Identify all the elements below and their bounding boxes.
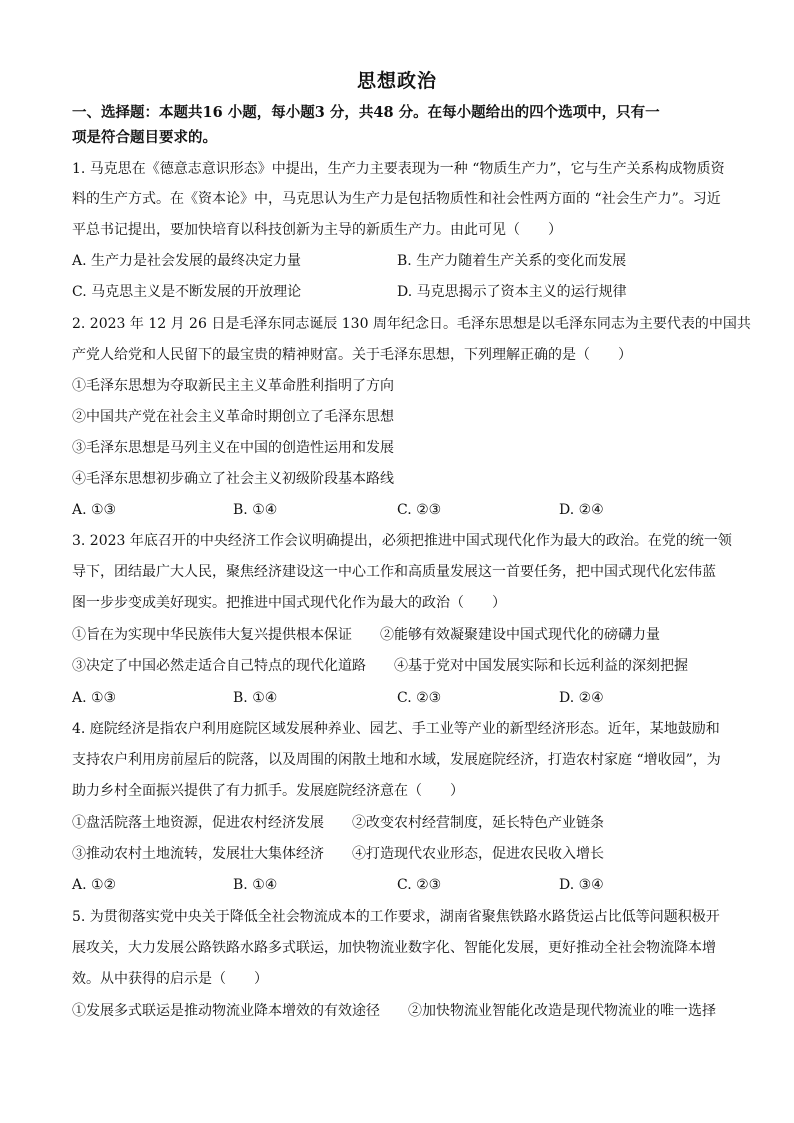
q3-stem-line-3: 图一步步变成美好现实。把推进中国式现代化作为最大的政治（ ） — [72, 595, 506, 611]
q4-stem-line-2: 支持农户利用房前屋后的院落，以及周围的闲散土地和水域，发展庭院经济，打造农村家庭 “增收园”，为 — [72, 752, 721, 768]
q2-option-a[interactable]: A. ①③ — [72, 502, 117, 518]
q5-stem-line-3: 效。从中获得的启示是（ ） — [72, 971, 268, 987]
q2-item-1: ①毛泽东思想为夺取新民主主义革命胜利指明了方向 — [72, 378, 394, 394]
q4-items-line-1: ①盘活院落土地资源，促进农村经济发展 ②改变农村经营制度，延长特色产业链条 — [72, 815, 604, 831]
q3-items-line-1: ①旨在为实现中华民族伟大复兴提供根本保证 ②能够有效凝聚建设中国式现代化的磅礴力量 — [72, 627, 660, 643]
q4-option-d[interactable]: D. ③④ — [559, 877, 604, 893]
q4-stem-line-3: 助力乡村全面振兴提供了有力抓手。发展庭院经济意在（ ） — [72, 783, 464, 799]
q2-item-2: ②中国共产党在社会主义革命时期创立了毛泽东思想 — [72, 409, 394, 425]
q2-item-3: ③毛泽东思想是马列主义在中国的创造性运用和发展 — [72, 440, 394, 456]
q4-option-b[interactable]: B. ①④ — [233, 877, 278, 893]
q2-option-c[interactable]: C. ②③ — [397, 502, 442, 518]
q1-stem-line-3: 平总书记提出，要加快培育以科技创新为主导的新质生产力。由此可见（ ） — [72, 222, 562, 238]
q1-option-b[interactable]: B. 生产力随着生产关系的变化而发展 — [397, 253, 627, 269]
q4-option-c[interactable]: C. ②③ — [397, 877, 442, 893]
q2-option-b[interactable]: B. ①④ — [233, 502, 278, 518]
q1-option-d[interactable]: D. 马克思揭示了资本主义的运行规律 — [397, 284, 627, 300]
q1-stem-line-2: 料的生产方式。在《资本论》中，马克思认为生产力是包括物质性和社会性两方面的 “社会生产力”。习近 — [72, 191, 721, 207]
q2-option-d[interactable]: D. ②④ — [559, 502, 604, 518]
q5-stem-line-1: 5. 为贯彻落实党中央关于降低全社会物流成本的工作要求，湖南省聚焦铁路水路货运占比低等问题积极开 — [72, 909, 720, 925]
page-title: 思想政治 — [356, 70, 437, 92]
q5-items-line-1: ①发展多式联运是推动物流业降本增效的有效途径 ②加快物流业智能化改造是现代物流业的唯一选择 — [72, 1003, 716, 1019]
q1-option-a[interactable]: A. 生产力是社会发展的最终决定力量 — [72, 253, 302, 269]
q2-item-4: ④毛泽东思想初步确立了社会主义初级阶段基本路线 — [72, 471, 394, 487]
q3-stem-line-1: 3. 2023 年底召开的中央经济工作会议明确提出，必须把推进中国式现代化作为最大的政治。在党的统一领 — [72, 533, 732, 549]
q3-option-b[interactable]: B. ①④ — [233, 690, 278, 706]
q2-stem-line-1: 2. 2023 年 12 月 26 日是毛泽东同志诞辰 130 周年纪念日。毛泽东思想是以毛泽东同志为主要代表的中国共 — [72, 316, 751, 332]
section-heading-line-1: 一、选择题：本题共16 小题，每小题3 分，共48 分。在每小题给出的四个选项中，只有一 — [72, 104, 660, 121]
q4-stem-line-1: 4. 庭院经济是指农户利用庭院区域发展种养业、园艺、手工业等产业的新型经济形态。近年，某地鼓励和 — [72, 721, 720, 737]
q1-stem-line-1: 1. 马克思在《德意志意识形态》中提出，生产力主要表现为一种 “物质生产力”，它与生产关系构成物质资 — [72, 161, 725, 177]
q3-option-a[interactable]: A. ①③ — [72, 690, 117, 706]
q3-option-c[interactable]: C. ②③ — [397, 690, 442, 706]
q2-stem-line-2: 产党人给党和人民留下的最宝贵的精神财富。关于毛泽东思想，下列理解正确的是（ ） — [72, 347, 632, 363]
q3-items-line-2: ③决定了中国必然走适合自己特点的现代化道路 ④基于党对中国发展实际和长远利益的深刻把握 — [72, 658, 688, 674]
section-heading-line-2: 项是符合题目要求的。 — [72, 129, 217, 146]
q4-items-line-2: ③推动农村土地流转，发展壮大集体经济 ④打造现代农业形态，促进农民收入增长 — [72, 846, 604, 862]
q4-option-a[interactable]: A. ①② — [72, 877, 117, 893]
q5-stem-line-2: 展攻关，大力发展公路铁路水路多式联运，加快物流业数字化、智能化发展，更好推动全社会物流降本增 — [72, 940, 716, 956]
q1-option-c[interactable]: C. 马克思主义是不断发展的开放理论 — [72, 284, 302, 300]
q3-option-d[interactable]: D. ②④ — [559, 690, 604, 706]
q3-stem-line-2: 导下，团结最广大人民，聚焦经济建设这一中心工作和高质量发展这一首要任务，把中国式现代化宏伟蓝 — [72, 564, 716, 580]
